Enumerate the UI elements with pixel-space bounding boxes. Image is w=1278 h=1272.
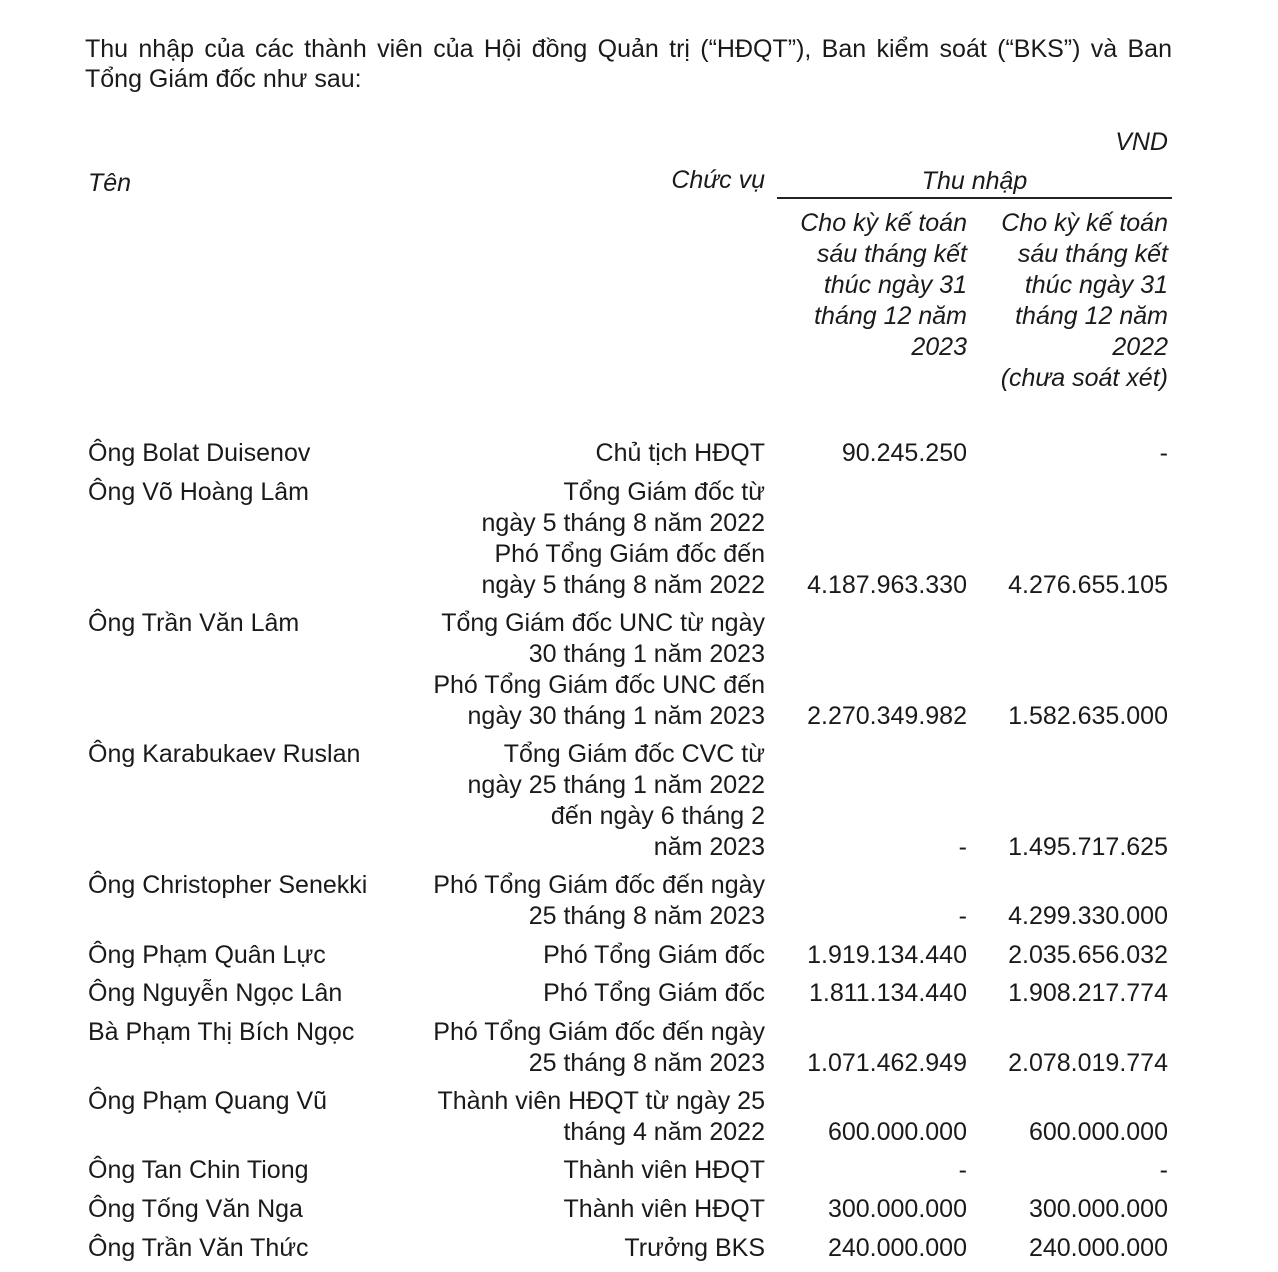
- row-position: Chủ tịch HĐQT: [595, 439, 765, 467]
- row-income-2023: 90.245.250: [841, 439, 967, 467]
- row-income-2023: -: [958, 902, 967, 930]
- row-income-2023: 4.187.963.330: [807, 571, 967, 599]
- row-name: Ông Christopher Senekki: [88, 871, 368, 899]
- row-income-2022: 1.582.635.000: [1008, 702, 1168, 730]
- row-position: Tổng Giám đốc từ ngày 5 tháng 8 năm 2022 Phó Tổng Giám đốc đến ngày 5 tháng 8 năm 2022: [481, 478, 765, 599]
- row-income-2023: -: [958, 833, 967, 861]
- row-income-2023: 300.000.000: [827, 1195, 967, 1223]
- row-name: Ông Tống Văn Nga: [88, 1195, 303, 1223]
- row-name: Ông Nguyễn Ngọc Lân: [88, 979, 343, 1007]
- row-name: Ông Phạm Quân Lực: [88, 941, 326, 969]
- row-income-2022: 4.299.330.000: [1008, 902, 1168, 930]
- row-position: Phó Tổng Giám đốc đến ngày 25 tháng 8 năm 2023: [433, 1018, 765, 1077]
- header-period-2023: Cho kỳ kế toán sáu tháng kết thúc ngày 31 tháng 12 năm 2023: [800, 209, 967, 361]
- row-name: Ông Tan Chin Tiong: [88, 1156, 309, 1184]
- row-position: Thành viên HĐQT: [563, 1156, 765, 1184]
- row-income-2022: 1.495.717.625: [1008, 833, 1168, 861]
- header-income: Thu nhập: [921, 167, 1028, 195]
- row-income-2023: 240.000.000: [827, 1234, 967, 1262]
- row-position: Thành viên HĐQT: [563, 1195, 765, 1223]
- row-position: Phó Tổng Giám đốc: [543, 941, 765, 969]
- row-income-2023: 600.000.000: [827, 1118, 967, 1146]
- row-income-2022: 4.276.655.105: [1008, 571, 1168, 599]
- row-income-2022: 300.000.000: [1028, 1195, 1168, 1223]
- income-header-rule: [777, 197, 1172, 199]
- row-name: Ông Trần Văn Thức: [88, 1234, 309, 1262]
- row-name: Ông Phạm Quang Vũ: [88, 1087, 328, 1115]
- row-income-2022: 600.000.000: [1028, 1118, 1168, 1146]
- row-income-2023: 1.919.134.440: [807, 941, 967, 969]
- row-name: Ông Karabukaev Ruslan: [88, 740, 361, 768]
- header-period-2022: Cho kỳ kế toán sáu tháng kết thúc ngày 31 tháng 12 năm 2022 (chưa soát xét): [1000, 209, 1168, 392]
- row-income-2022: 2.035.656.032: [1008, 941, 1168, 969]
- header-name: Tên: [88, 169, 132, 197]
- row-position: Tổng Giám đốc UNC từ ngày 30 tháng 1 năm 2023 Phó Tổng Giám đốc UNC đến ngày 30 tháng 1 năm 2023: [433, 609, 765, 730]
- row-position: Phó Tổng Giám đốc: [543, 979, 765, 1007]
- row-income-2022: 1.908.217.774: [1008, 979, 1168, 1007]
- row-income-2022: -: [1159, 1156, 1168, 1184]
- row-income-2023: 1.071.462.949: [807, 1049, 967, 1077]
- row-position: Thành viên HĐQT từ ngày 25 tháng 4 năm 2022: [437, 1087, 765, 1146]
- row-position: Phó Tổng Giám đốc đến ngày 25 tháng 8 năm 2023: [433, 871, 765, 930]
- row-income-2022: -: [1159, 439, 1168, 467]
- row-position: Tổng Giám đốc CVC từ ngày 25 tháng 1 năm 2022 đến ngày 6 tháng 2 năm 2023: [467, 740, 765, 861]
- row-income-2023: 2.270.349.982: [807, 702, 967, 730]
- page-top-edge: [0, 0, 1278, 6]
- row-income-2022: 240.000.000: [1028, 1234, 1168, 1262]
- row-name: Bà Phạm Thị Bích Ngọc: [88, 1018, 355, 1046]
- row-position: Trưởng BKS: [624, 1234, 765, 1262]
- row-income-2023: -: [958, 1156, 967, 1184]
- row-name: Ông Võ Hoàng Lâm: [88, 478, 309, 506]
- currency-label: VND: [1115, 128, 1168, 156]
- row-name: Ông Trần Văn Lâm: [88, 609, 300, 637]
- row-name: Ông Bolat Duisenov: [88, 439, 311, 467]
- header-position: Chức vụ: [671, 166, 765, 194]
- row-income-2023: 1.811.134.440: [808, 979, 967, 1007]
- intro-paragraph: Thu nhập của các thành viên của Hội đồng Quản trị (“HĐQT”), Ban kiểm soát (“BKS”) và Ban Tổng Giám đốc như sau:: [85, 35, 1172, 93]
- row-income-2022: 2.078.019.774: [1008, 1049, 1168, 1077]
